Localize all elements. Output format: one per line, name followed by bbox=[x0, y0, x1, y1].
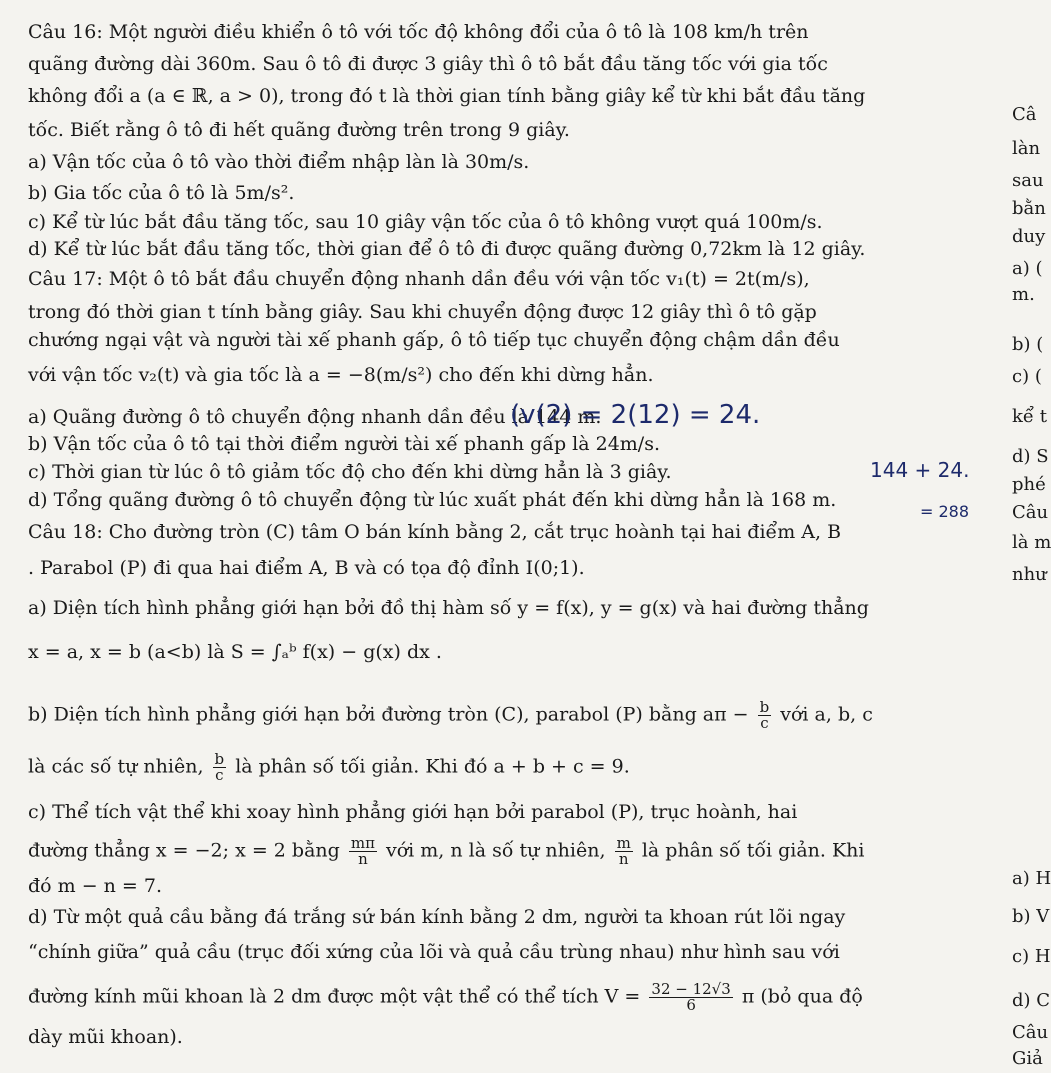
q17-option-b: b) Vận tốc của ô tô tại thời điểm người tài xế phanh gấp là 24m/s. bbox=[28, 433, 661, 455]
side-fragment: như bbox=[1012, 564, 1047, 585]
fraction-mpi-over-n bbox=[349, 836, 377, 867]
q16-option-b: b) Gia tốc của ô tô là 5m/s². bbox=[28, 182, 295, 204]
fraction-numerator: b bbox=[214, 750, 225, 768]
q18-b-text-4: là phân số tối giản. Khi đó a + b + c = 9. bbox=[235, 755, 630, 778]
fraction-numerator: m bbox=[616, 834, 631, 852]
side-fragment: c) H bbox=[1012, 946, 1051, 967]
q17-line-2: trong đó thời gian t tính bằng giây. Sau khi chuyển động được 12 giây thì ô tô gặp bbox=[28, 301, 817, 323]
q17-option-a: a) Quãng đường ô tô chuyển động nhanh dần đều là 144 m. bbox=[28, 406, 602, 428]
fraction-denominator: c bbox=[760, 714, 769, 732]
side-fragment: a) H bbox=[1012, 868, 1051, 889]
fraction-denominator: n bbox=[618, 850, 629, 868]
handwritten-note: 144 + 24. bbox=[870, 458, 970, 482]
q18-option-c-line-2 bbox=[28, 836, 864, 867]
q18-option-d-line-4: dày mũi khoan). bbox=[28, 1026, 183, 1048]
fraction-b-over-c bbox=[758, 700, 772, 731]
fraction-numerator: mπ bbox=[350, 834, 375, 852]
side-fragment: d) C bbox=[1012, 990, 1051, 1011]
q18-b-text-1: b) Diện tích hình phẳng giới hạn bởi đường tròn (C), parabol (P) bằng aπ − bbox=[28, 703, 749, 726]
side-fragment: b) V bbox=[1012, 906, 1050, 927]
q18-c-text-3: là phân số tối giản. Khi bbox=[641, 839, 865, 862]
q16-option-c: c) Kể từ lúc bắt đầu tăng tốc, sau 10 giây vận tốc của ô tô không vượt quá 100m/s. bbox=[28, 211, 823, 233]
side-fragment: Giả bbox=[1012, 1048, 1043, 1069]
handwritten-note: = 288 bbox=[920, 502, 970, 521]
side-fragment: sau bbox=[1012, 170, 1044, 191]
q17-line-3: chướng ngại vật và người tài xế phanh gấp, ô tô tiếp tục chuyển động chậm dần đều bbox=[28, 329, 840, 351]
fraction-denominator: 6 bbox=[686, 996, 696, 1014]
q18-line-2: . Parabol (P) đi qua hai điểm A, B và có tọa độ đỉnh I(0;1). bbox=[28, 557, 585, 579]
q17-line-1: Câu 17: Một ô tô bắt đầu chuyển động nhanh dần đều với vận tốc v₁(t) = 2t(m/s), bbox=[28, 268, 810, 290]
q17-option-d: d) Tổng quãng đường ô tô chuyển động từ lúc xuất phát đến khi dừng hẳn là 168 m. bbox=[28, 489, 837, 511]
side-fragment: a) ( bbox=[1012, 258, 1043, 279]
q18-option-a-line-1: a) Diện tích hình phẳng giới hạn bởi đồ thị hàm số y = f(x), y = g(x) và hai đường thẳng bbox=[28, 597, 869, 619]
q18-d-text-1: đường kính mũi khoan là 2 dm được một vật thể có thể tích V = bbox=[28, 985, 641, 1008]
q16-line-1: Câu 16: Một người điều khiển ô tô với tốc độ không đổi của ô tô là 108 km/h trên bbox=[28, 21, 809, 43]
q18-option-b-line-1 bbox=[28, 700, 873, 731]
side-fragment: duy bbox=[1012, 226, 1046, 247]
q18-b-text-2: với a, b, c bbox=[780, 703, 873, 726]
side-fragment: m. bbox=[1012, 284, 1035, 305]
q18-option-b-line-2 bbox=[28, 752, 630, 783]
side-fragment: c) ( bbox=[1012, 366, 1042, 387]
fraction-b-over-c bbox=[213, 752, 227, 783]
q16-line-4: tốc. Biết rằng ô tô đi hết quãng đường trên trong 9 giây. bbox=[28, 119, 570, 141]
q18-b-text-3: là các số tự nhiên, bbox=[28, 755, 204, 778]
q16-option-d: d) Kể từ lúc bắt đầu tăng tốc, thời gian để ô tô đi được quãng đường 0,72km là 12 giây. bbox=[28, 238, 866, 260]
fraction-numerator: b bbox=[759, 698, 770, 716]
q18-option-a-line-2: x = a, x = b (a<b) là S = ∫ₐᵇ f(x) − g(x) dx . bbox=[28, 641, 442, 663]
q18-option-d-line-2: “chính giữa” quả cầu (trục đối xứng của lõi và quả cầu trùng nhau) như hình sau với bbox=[28, 941, 840, 963]
fraction-m-over-n bbox=[615, 836, 633, 867]
side-fragment: phé bbox=[1012, 474, 1046, 495]
q18-option-c-line-3: đó m − n = 7. bbox=[28, 875, 163, 897]
q16-option-a: a) Vận tốc của ô tô vào thời điểm nhập làn là 30m/s. bbox=[28, 151, 530, 173]
side-fragment: Câu bbox=[1012, 1022, 1049, 1043]
side-fragment: làn bbox=[1012, 138, 1041, 159]
q17-line-4: với vận tốc v₂(t) và gia tốc là a = −8(m/s²) cho đến khi dừng hẳn. bbox=[28, 364, 654, 386]
side-fragment: Câ bbox=[1012, 104, 1037, 125]
fraction-volume bbox=[649, 982, 732, 1013]
q16-line-2: quãng đường dài 360m. Sau ô tô đi được 3 giây thì ô tô bắt đầu tăng tốc với gia tốc bbox=[28, 53, 828, 75]
q18-option-d-line-1: d) Từ một quả cầu bằng đá trắng sứ bán kính bằng 2 dm, người ta khoan rút lõi ngay bbox=[28, 906, 846, 928]
q18-c-text-2: với m, n là số tự nhiên, bbox=[386, 839, 606, 862]
side-fragment: b) ( bbox=[1012, 334, 1044, 355]
q18-option-c-line-1: c) Thể tích vật thể khi xoay hình phẳng giới hạn bởi parabol (P), trục hoành, hai bbox=[28, 801, 798, 823]
fraction-denominator: n bbox=[358, 850, 368, 868]
q17-option-c: c) Thời gian từ lúc ô tô giảm tốc độ cho đến khi dừng hẳn là 3 giây. bbox=[28, 461, 672, 483]
q18-option-d-line-3 bbox=[28, 982, 863, 1013]
side-fragment: d) S bbox=[1012, 446, 1049, 467]
q18-d-text-2: π (bỏ qua độ bbox=[741, 985, 863, 1008]
side-fragment: bằn bbox=[1012, 198, 1046, 219]
side-fragment: kể t bbox=[1012, 406, 1047, 427]
handwritten-note: (v(2) = 2(12) = 24. bbox=[510, 400, 761, 430]
fraction-denominator: c bbox=[215, 766, 224, 784]
q18-line-1: Câu 18: Cho đường tròn (C) tâm O bán kính bằng 2, cắt trục hoành tại hai điểm A, B bbox=[28, 521, 842, 543]
side-fragment: Câu bbox=[1012, 502, 1049, 523]
q18-c-text-1: đường thẳng x = −2; x = 2 bằng bbox=[28, 839, 340, 862]
fraction-numerator: 32 − 12√3 bbox=[651, 980, 731, 998]
q16-line-3: không đổi a (a ∈ ℝ, a > 0), trong đó t là thời gian tính bằng giây kể từ khi bắt đầu tăng bbox=[28, 85, 866, 107]
side-fragment: là m bbox=[1012, 532, 1051, 553]
